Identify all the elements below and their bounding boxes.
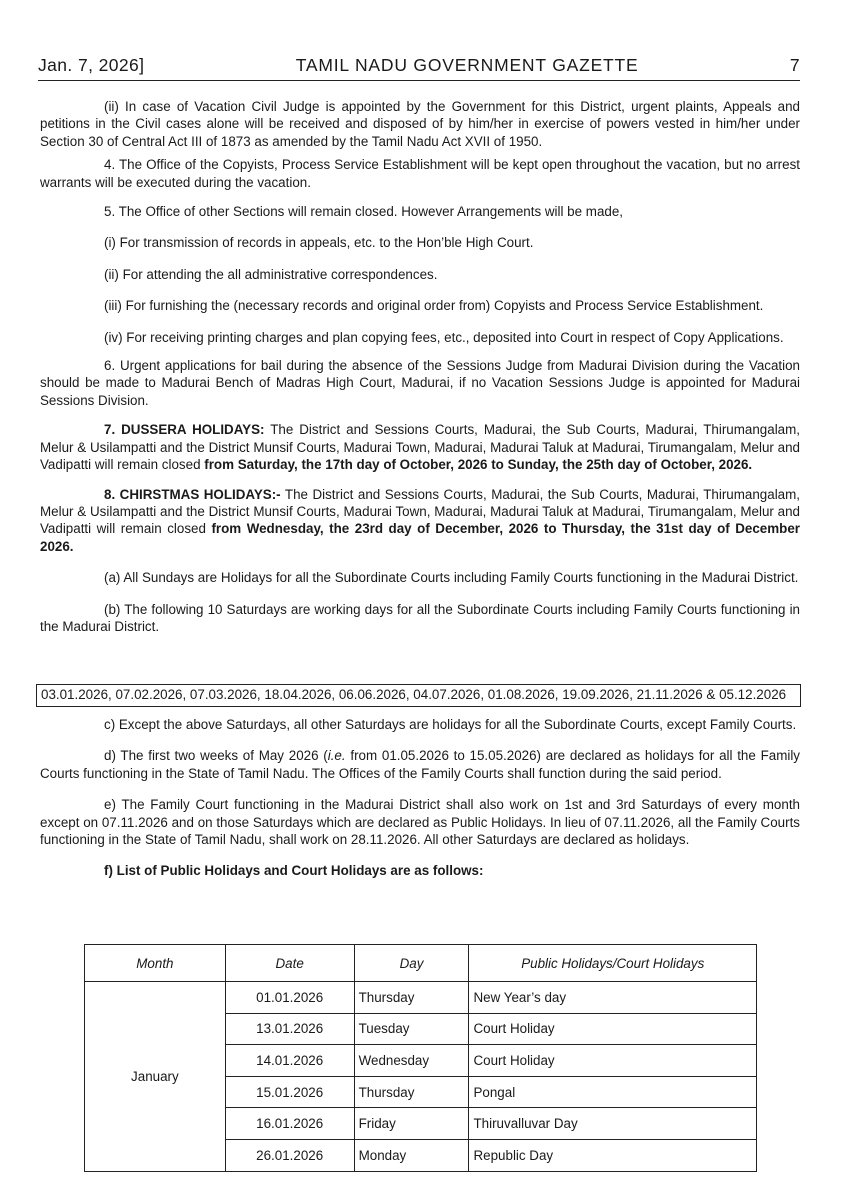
gazette-title: TAMIL NADU GOVERNMENT GAZETTE — [295, 54, 639, 75]
paragraph-d-after: from 01.05.2026 to 15.05.2026) are declared as holidays for all the Family Courts functioning in the State of Tamil Nadu. The Offices of the Family Courts shall function during the said period. — [40, 748, 800, 781]
paragraph-7-text: The District and Sessions Courts, Madurai, the Sub Courts, Madurai, Thirumangalam, Melur & Usilampatti and the District Munsif Courts, Madurai Town, Madurai, Madurai Taluk at Madurai, Tirumangalam, Melur and Vadipatti will remain closed — [40, 422, 800, 473]
page-number: 7 — [789, 54, 800, 75]
date-cell: 13.01.2026 — [225, 1013, 354, 1045]
body-section-2 — [40, 716, 800, 880]
working-saturdays-box: 03.01.2026, 07.02.2026, 07.03.2026, 18.04.2026, 06.06.2026, 04.07.2026, 01.08.2026, 19.09.2026, 21.11.2026 & 05.12.2026 — [36, 684, 801, 707]
paragraph-7-dates: from Saturday, the 17th day of October, 2026 to Sunday, the 25th day of October, 2026. — [204, 457, 753, 473]
column-header-date: Date — [225, 945, 354, 982]
month-cell: January — [85, 982, 226, 1172]
paragraph-5-iii: (iii) For furnishing the (necessary records and original order from) Copyists and Process Service Establishment. — [104, 298, 764, 314]
day-cell: Thursday — [354, 1076, 469, 1108]
day-cell: Tuesday — [354, 1013, 469, 1045]
date-cell: 01.01.2026 — [225, 982, 354, 1014]
paragraph-8-text: The District and Sessions Courts, Madurai, the Sub Courts, Madurai, Thirumangalam, Melur & Usilampatti and the District Munsif Courts, Madurai Town, Madurai, Madurai Taluk at Madurai, Tirumangalam, Melur and Vadipatti will remain closed — [40, 486, 800, 537]
paragraph-5-ii: (ii) For attending the all administrative correspondences. — [104, 266, 438, 282]
day-cell: Wednesday — [354, 1045, 469, 1077]
paragraph-d-ie: i.e. — [327, 748, 346, 764]
paragraph-5-i: (i) For transmission of records in appeals, etc. to the Hon’ble High Court. — [104, 235, 534, 251]
header-rule — [38, 80, 800, 81]
paragraph-8-heading: 8. CHIRSTMAS HOLIDAYS:- — [104, 486, 281, 502]
body-section-1 — [40, 98, 800, 635]
holiday-cell: Republic Day — [469, 1139, 757, 1171]
holiday-cell: Court Holiday — [469, 1045, 757, 1077]
paragraph-b: (b) The following 10 Saturdays are working days for all the Subordinate Courts including Family Courts functioning in the Madurai District. — [40, 601, 800, 634]
column-header-holiday: Public Holidays/Court Holidays — [469, 945, 757, 982]
date-cell: 15.01.2026 — [225, 1076, 354, 1108]
table-header-row — [85, 945, 757, 982]
date-cell: 14.01.2026 — [225, 1045, 354, 1077]
paragraph-d — [40, 747, 800, 782]
gazette-date: Jan. 7, 2026] — [38, 54, 145, 75]
paragraph-e: e) The Family Court functioning in the Madurai District shall also work on 1st and 3rd Saturdays of every month except on 07.11.2026 and on those Saturdays which are declared as Public Holidays. In lieu of 07.11.2026, all the Family Courts functioning in the State of Tamil Nadu, shall work on 28.11.2026. All other Saturdays are declared as holidays. — [40, 797, 800, 848]
paragraph-vacation-civil-judge: (ii) In case of Vacation Civil Judge is appointed by the Government for this District, urgent plaints, Appeals and petitions in the Civil cases alone will be received and disposed of by him/her in exercise of powers vested in him/her under Section 30 of Central Act III of 1873 as amended by the Tamil Nadu Act XVII of 1950. — [40, 99, 800, 149]
paragraph-8 — [40, 486, 800, 556]
day-cell: Thursday — [354, 982, 469, 1014]
holiday-cell: Court Holiday — [469, 1013, 757, 1045]
paragraph-f-heading: f) List of Public Holidays and Court Holidays are as follows: — [104, 863, 484, 879]
holiday-cell: Thiruvalluvar Day — [469, 1108, 757, 1140]
paragraph-6: 6. Urgent applications for bail during the absence of the Sessions Judge from Madurai Division during the Vacation should be made to Madurai Bench of Madras High Court, Madurai, if no Vacation Sessions Judge is appointed for Madurai Sessions Division. — [40, 358, 800, 408]
paragraph-4: 4. The Office of the Copyists, Process Service Establishment will be kept open throughout the vacation, but no arrest warrants will be executed during the vacation. — [40, 157, 800, 190]
date-cell: 26.01.2026 — [225, 1139, 354, 1171]
table-row — [85, 982, 757, 1014]
paragraph-a: (a) All Sundays are Holidays for all the Subordinate Courts including Family Courts functioning in the Madurai District. — [104, 570, 799, 586]
paragraph-c: c) Except the above Saturdays, all other Saturdays are holidays for all the Subordinate Courts, except Family Courts. — [104, 717, 797, 732]
paragraph-5: 5. The Office of other Sections will remain closed. However Arrangements will be made, — [104, 204, 624, 220]
page-header — [38, 52, 800, 78]
paragraph-7 — [40, 421, 800, 473]
day-cell: Monday — [354, 1139, 469, 1171]
day-cell: Friday — [354, 1108, 469, 1140]
date-cell: 16.01.2026 — [225, 1108, 354, 1140]
paragraph-d-before: d) The first two weeks of May 2026 ( — [104, 748, 328, 764]
paragraph-7-heading: 7. DUSSERA HOLIDAYS: — [104, 422, 265, 438]
column-header-day: Day — [354, 945, 469, 982]
paragraph-8-dates: from Wednesday, the 23rd day of December, 2026 to Thursday, the 31st day of December 2026. — [40, 521, 800, 554]
holiday-cell: Pongal — [469, 1076, 757, 1108]
paragraph-5-iv: (iv) For receiving printing charges and plan copying fees, etc., deposited into Court in respect of Copy Applications. — [104, 329, 784, 345]
holidays-table — [84, 944, 757, 1172]
holiday-cell: New Year’s day — [469, 982, 757, 1014]
column-header-month: Month — [85, 945, 226, 982]
